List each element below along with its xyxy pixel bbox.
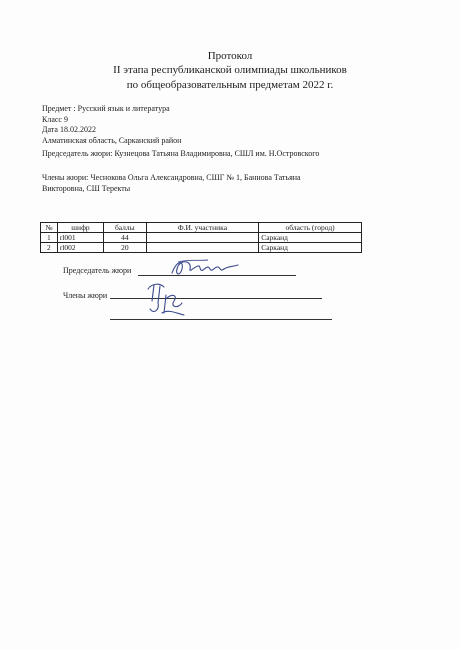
chair-signature-scribble	[168, 257, 242, 279]
members-line-2: Викторовна, СШ Теректы	[42, 184, 131, 193]
cell-score: 44	[104, 233, 146, 243]
grade-line: Класс 9	[42, 115, 68, 124]
member-signature-scribble	[142, 279, 190, 321]
results-table	[40, 222, 362, 253]
date-line: Дата 18.02.2022	[42, 125, 96, 134]
header-name: Ф.И. участника	[146, 223, 259, 233]
header-score: баллы	[104, 223, 146, 233]
cell-name	[146, 243, 259, 253]
members-signature-label: Члены жюри	[63, 291, 108, 300]
cell-region: Сарканд	[259, 233, 362, 243]
cell-score: 20	[104, 243, 146, 253]
cell-region: Сарканд	[259, 243, 362, 253]
table-header-row	[41, 223, 362, 233]
document-title: Протокол	[207, 50, 253, 62]
cell-number: 2	[41, 243, 58, 253]
subject-line: Предмет : Русский язык и литература	[42, 104, 170, 113]
chair-line: Председатель жюри: Кузнецова Татьяна Владимировна, СШЛ им. Н.Островского	[42, 149, 320, 158]
cell-name	[146, 233, 259, 243]
region-line: Алматинская область, Сарканский район	[42, 136, 182, 145]
header-code: шифр	[57, 223, 103, 233]
table-row	[41, 243, 362, 253]
header-region: область (город)	[259, 223, 362, 233]
document-subtitle-2: по общеобразовательным предметам 2022 г.	[126, 79, 334, 91]
document-subtitle: II этапа республиканской олимпиады школьников	[113, 64, 347, 76]
chair-signature-label: Председатель жюри	[63, 266, 132, 275]
cell-number: 1	[41, 233, 58, 243]
table-row	[41, 233, 362, 243]
cell-code: rl001	[57, 233, 103, 243]
header-number: №	[41, 223, 58, 233]
members-line-1: Члены жюри: Чеснокова Ольга Александровна, СШГ № 1, Баннова Татьяна	[42, 173, 301, 182]
cell-code: rl002	[57, 243, 103, 253]
